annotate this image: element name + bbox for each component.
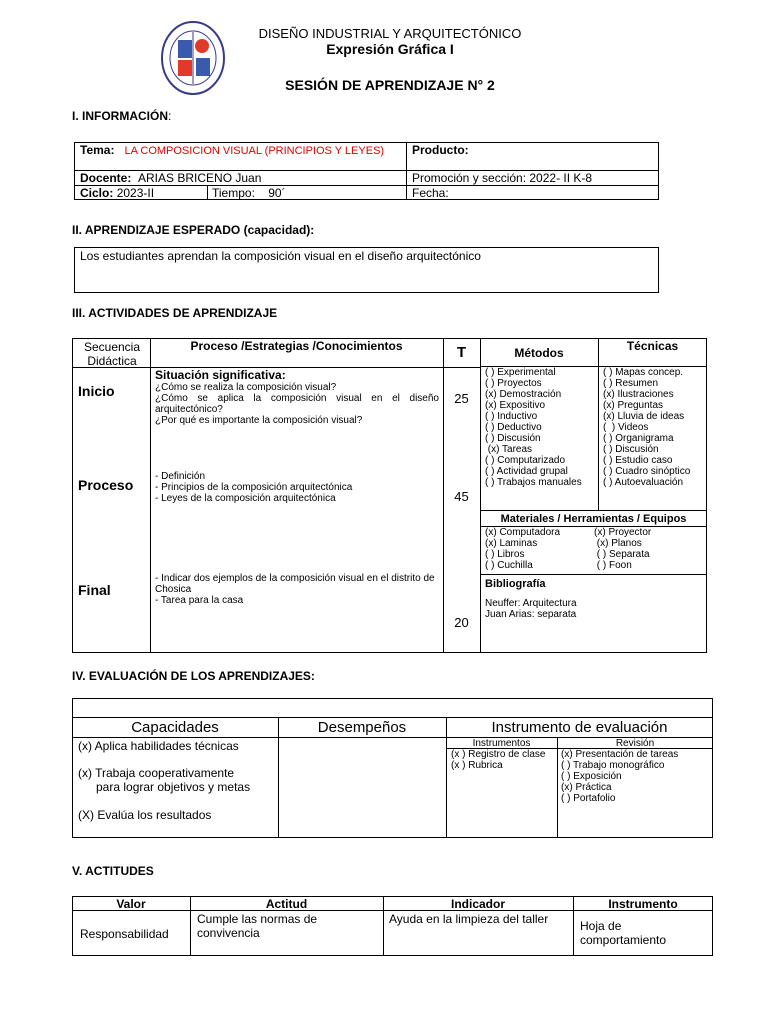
list-item: (x) Ilustraciones [603,389,674,400]
aprendizaje-text: Los estudiantes aprendan la composición visual en el diseño arquitectónico [80,249,481,263]
list-item: Neuffer: Arquitectura [485,598,577,609]
materiales-left [485,527,585,571]
list-item: ( ) Cuadro sinóptico [603,466,691,477]
list-item: ( ) Proyectos [485,378,542,389]
docente-cell: Docente: ARIAS BRICENO Juan [80,171,262,185]
list-item: (x) Laminas [485,538,538,549]
list-item: ( ) Trabajos manuales [485,477,582,488]
header-line2: Expresión Gráfica I [326,41,454,57]
list-item: (x ) Rubrica [451,760,503,771]
list-item: ( ) Computarizado [485,455,566,466]
list-item: ( ) Discusión [603,444,659,455]
col-valor: Valor [116,897,146,911]
list-item: ( ) Mapas concep. [603,367,684,378]
section2-heading: II. APRENDIZAJE ESPERADO (capacidad): [72,223,315,237]
list-item: ( ) Resumen [603,378,659,389]
tecnicas-list [603,367,707,488]
list-item: ( ) Actividad grupal [485,466,568,477]
list-item: ( ) Exposición [561,771,622,782]
capacidad-3: (X) Evalúa los resultados [78,808,212,822]
fecha-label: Fecha: [412,186,449,200]
list-item: (x) Presentación de tareas [561,749,679,760]
list-item: Juan Arias: separata [485,609,577,620]
proceso-items: - Definición - Principios de la composición arquitectónica - Leyes de la composición arquitectónica [155,471,353,504]
metodos-list [485,367,597,488]
list-item: ( ) Cuchilla [485,560,533,571]
list-item: (x) Planos [594,538,642,549]
list-item: ( ) Discusión [485,433,541,444]
col-indicador: Indicador [450,897,505,911]
col-desempenos: Desempeños [317,719,407,736]
indicador-cell: Ayuda en la limpieza del taller [389,912,549,926]
list-item: ( ) Autoevaluación [603,477,684,488]
list-item: ( ) Organigrama [603,433,674,444]
materiales-title: Materiales / Herramientas / Equipos [500,513,687,525]
tema-cell: Tema: LA COMPOSICION VISUAL (PRINCIPIOS Y LEYES) [80,143,385,157]
section5-heading: V. ACTITUDES [72,864,154,878]
list-item: (x) Demostración [485,389,562,400]
ciclo-cell: Ciclo: 2023-II [80,186,155,200]
col-secuencia: Secuencia Didáctica [83,340,141,368]
list-item: ( ) Foon [594,560,632,571]
header-line1: DISEÑO INDUSTRIAL Y ARQUITECTÓNICO [258,26,522,41]
list-item: ( ) Experimental [485,367,556,378]
section3-heading: III. ACTIVIDADES DE APRENDIZAJE [72,306,278,320]
col-instrumento-act: Instrumento [608,897,678,911]
tiempo-cell: Tiempo: 90´ [212,186,286,200]
list-item: ( ) Portafolio [561,793,616,804]
bibliografia-list [485,598,685,620]
col-instrumento: Instrumento de evaluación [491,719,668,736]
promocion-cell: Promoción y sección: 2022- II K-8 [412,171,593,185]
revision-list [561,749,711,804]
situacion-block: Situación significativa: ¿Cómo se realiza la composición visual? ¿Cómo se aplica la composición visual en el diseño arquitectónico? ¿Por qué es importante la composición visual? [155,368,439,426]
list-item: ( ) Inductivo [485,411,538,422]
t-final: 20 [454,615,469,630]
list-item: ( ) Deductivo [485,422,542,433]
col-proceso: Proceso /Estrategias /Conocimientos [190,339,403,353]
university-seal-logo [160,20,226,96]
capacidad-1: (x) Aplica habilidades técnicas [78,739,239,753]
final-label: Final [78,582,111,598]
sub-instrumentos: Instrumentos [472,738,531,749]
col-metodos: Métodos [514,346,564,360]
producto-label: Producto: [412,143,469,157]
list-item: ( ) Libros [485,549,525,560]
t-proceso: 45 [454,489,469,504]
final-items: - Indicar dos ejemplos de la composición visual en el distrito de Chosica - Tarea para la casa [155,573,435,606]
list-item: (x) Computadora [485,527,561,538]
list-item: (x) Expositivo [485,400,546,411]
valor-cell: Responsabilidad [80,927,169,941]
list-item: (x) Lluvia de ideas [603,411,685,422]
list-item: ( ) Videos [603,422,649,433]
list-item: ( ) Separata [594,549,650,560]
col-t: T [456,344,467,361]
instrumentos-list [451,749,556,771]
materiales-right [594,527,704,571]
list-item: ( ) Trabajo monográfico [561,760,665,771]
proceso-label: Proceso [78,477,134,493]
bibliografia-title: Bibliografía [485,578,546,590]
list-item: (x) Tareas [485,444,533,455]
inicio-label: Inicio [78,383,115,399]
capacidad-2: (x) Trabaja cooperativamente [78,766,235,780]
section4-heading: IV. EVALUACIÓN DE LOS APRENDIZAJES: [72,669,315,683]
col-capacidades: Capacidades [131,719,219,736]
list-item: (x) Práctica [561,782,612,793]
col-actitud: Actitud [265,897,308,911]
instrumento-cell: Hoja de comportamiento [580,919,667,947]
section1-heading: I. INFORMACIÓN: [72,109,172,123]
sub-revision: Revisión [615,738,655,749]
list-item: (x ) Registro de clase [451,749,546,760]
session-title: SESIÓN DE APRENDIZAJE N° 2 [285,77,495,93]
t-inicio: 25 [454,391,469,406]
capacidad-2b: para lograr objetivos y metas [96,780,251,794]
actitud-cell: Cumple las normas de convivencia [197,912,318,940]
list-item: ( ) Estudio caso [603,455,673,466]
col-tecnicas: Técnicas [626,339,679,353]
list-item: (x) Preguntas [603,400,664,411]
list-item: (x) Proyector [594,527,652,538]
